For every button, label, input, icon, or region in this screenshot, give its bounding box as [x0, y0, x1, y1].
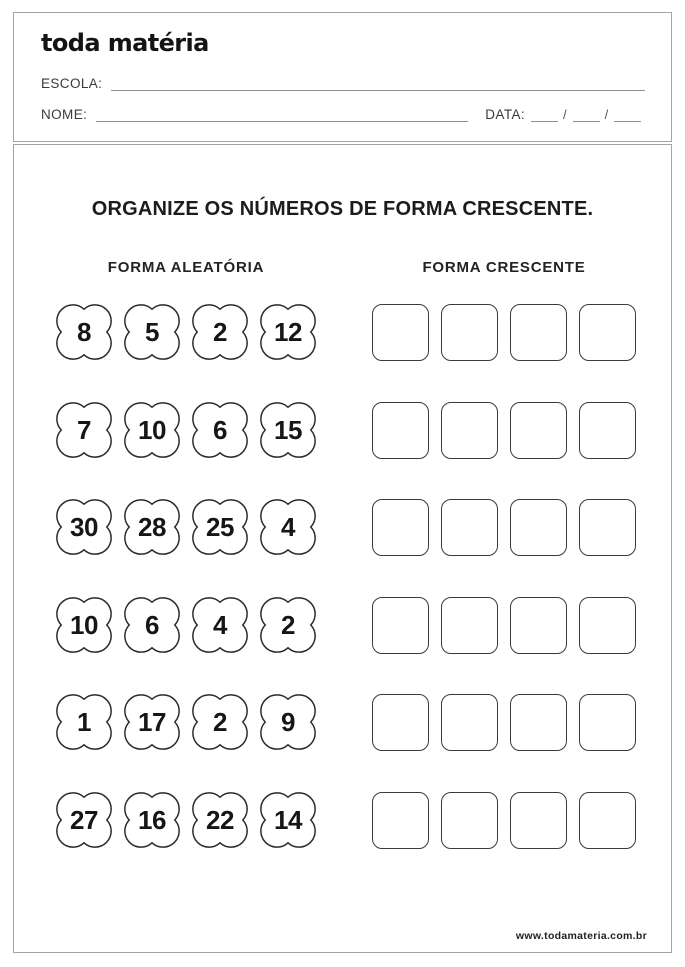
- number-value: 12: [274, 316, 302, 347]
- date-separator: /: [604, 107, 609, 122]
- number-row: [14, 691, 671, 753]
- number-clover[interactable]: [189, 691, 251, 753]
- number-clover[interactable]: [257, 789, 319, 851]
- number-value: 7: [77, 414, 91, 445]
- number-row: [14, 399, 671, 461]
- number-clover[interactable]: [121, 496, 183, 558]
- answer-square[interactable]: [579, 694, 636, 751]
- number-value: 10: [70, 609, 98, 640]
- answer-square[interactable]: [372, 597, 429, 654]
- number-value: 9: [281, 706, 295, 737]
- answer-square[interactable]: [441, 402, 498, 459]
- number-value: 4: [213, 609, 227, 640]
- date-year-blank[interactable]: [614, 104, 641, 122]
- answer-square[interactable]: [510, 597, 567, 654]
- toda-materia-logo: toda matéria: [41, 29, 209, 57]
- random-numbers-group: [53, 301, 319, 363]
- number-clover[interactable]: [121, 691, 183, 753]
- date-separator: /: [563, 107, 567, 122]
- number-clover[interactable]: [257, 496, 319, 558]
- random-numbers-group: [53, 594, 319, 656]
- date-month-blank[interactable]: [573, 104, 600, 122]
- random-numbers-group: [53, 691, 319, 753]
- ascending-answer-group: [372, 499, 636, 556]
- number-clover[interactable]: [53, 301, 115, 363]
- number-clover[interactable]: [53, 496, 115, 558]
- number-value: 2: [213, 706, 227, 737]
- answer-square[interactable]: [510, 499, 567, 556]
- number-value: 6: [145, 609, 159, 640]
- number-clover[interactable]: [257, 594, 319, 656]
- answer-square[interactable]: [510, 304, 567, 361]
- number-value: 30: [70, 511, 98, 542]
- nome-label: NOME:: [41, 107, 88, 122]
- ascending-column-header: FORMA CRESCENTE: [422, 259, 586, 276]
- random-numbers-group: [53, 496, 319, 558]
- answer-square[interactable]: [441, 499, 498, 556]
- number-clover[interactable]: [189, 399, 251, 461]
- number-clover[interactable]: [121, 594, 183, 656]
- number-value: 1: [77, 706, 91, 737]
- answer-square[interactable]: [372, 402, 429, 459]
- random-column-header: FORMA ALEATÓRIA: [107, 259, 265, 276]
- footer-url: www.todamateria.com.br: [515, 930, 647, 942]
- answer-square[interactable]: [579, 792, 636, 849]
- number-row: [14, 301, 671, 363]
- answer-square[interactable]: [372, 694, 429, 751]
- number-clover[interactable]: [189, 789, 251, 851]
- answer-square[interactable]: [441, 597, 498, 654]
- number-value: 16: [138, 804, 166, 835]
- answer-square[interactable]: [372, 499, 429, 556]
- number-value: 15: [274, 414, 302, 445]
- answer-square[interactable]: [579, 304, 636, 361]
- number-clover[interactable]: [53, 691, 115, 753]
- data-label: DATA:: [485, 107, 526, 122]
- number-value: 10: [138, 414, 166, 445]
- answer-square[interactable]: [372, 792, 429, 849]
- number-value: 25: [206, 511, 234, 542]
- date-day-blank[interactable]: [531, 104, 558, 122]
- number-value: 5: [145, 316, 159, 347]
- escola-label: ESCOLA:: [41, 76, 103, 91]
- number-clover[interactable]: [53, 594, 115, 656]
- ascending-answer-group: [372, 597, 636, 654]
- number-value: 27: [70, 804, 98, 835]
- number-clover[interactable]: [121, 301, 183, 363]
- escola-write-line[interactable]: [111, 73, 645, 91]
- number-clover[interactable]: [189, 301, 251, 363]
- nome-write-line[interactable]: [96, 104, 468, 122]
- number-clover[interactable]: [189, 496, 251, 558]
- worksheet-title: ORGANIZE OS NÚMEROS DE FORMA CRESCENTE.: [91, 198, 594, 220]
- number-clover[interactable]: [257, 399, 319, 461]
- answer-square[interactable]: [579, 402, 636, 459]
- header-box: [13, 12, 672, 142]
- answer-square[interactable]: [441, 792, 498, 849]
- number-clover[interactable]: [53, 789, 115, 851]
- answer-square[interactable]: [579, 499, 636, 556]
- number-value: 14: [274, 804, 302, 835]
- number-row: [14, 789, 671, 851]
- nome-field-row: [41, 105, 645, 122]
- answer-square[interactable]: [372, 304, 429, 361]
- answer-square[interactable]: [510, 694, 567, 751]
- worksheet-body: [13, 144, 672, 953]
- number-row: [14, 594, 671, 656]
- random-numbers-group: [53, 789, 319, 851]
- number-value: 28: [138, 511, 166, 542]
- number-row: [14, 496, 671, 558]
- answer-square[interactable]: [579, 597, 636, 654]
- random-numbers-group: [53, 399, 319, 461]
- answer-square[interactable]: [441, 304, 498, 361]
- number-clover[interactable]: [121, 789, 183, 851]
- number-value: 4: [281, 511, 295, 542]
- answer-square[interactable]: [441, 694, 498, 751]
- answer-square[interactable]: [510, 792, 567, 849]
- ascending-answer-group: [372, 792, 636, 849]
- number-clover[interactable]: [257, 691, 319, 753]
- ascending-answer-group: [372, 694, 636, 751]
- number-value: 6: [213, 414, 227, 445]
- number-clover[interactable]: [121, 399, 183, 461]
- number-clover[interactable]: [257, 301, 319, 363]
- number-clover[interactable]: [189, 594, 251, 656]
- number-value: 8: [77, 316, 91, 347]
- number-value: 22: [206, 804, 234, 835]
- escola-field-row: [41, 74, 645, 91]
- number-clover[interactable]: [53, 399, 115, 461]
- number-value: 2: [213, 316, 227, 347]
- ascending-answer-group: [372, 402, 636, 459]
- number-value: 17: [138, 706, 166, 737]
- ascending-answer-group: [372, 304, 636, 361]
- number-value: 2: [281, 609, 295, 640]
- answer-square[interactable]: [510, 402, 567, 459]
